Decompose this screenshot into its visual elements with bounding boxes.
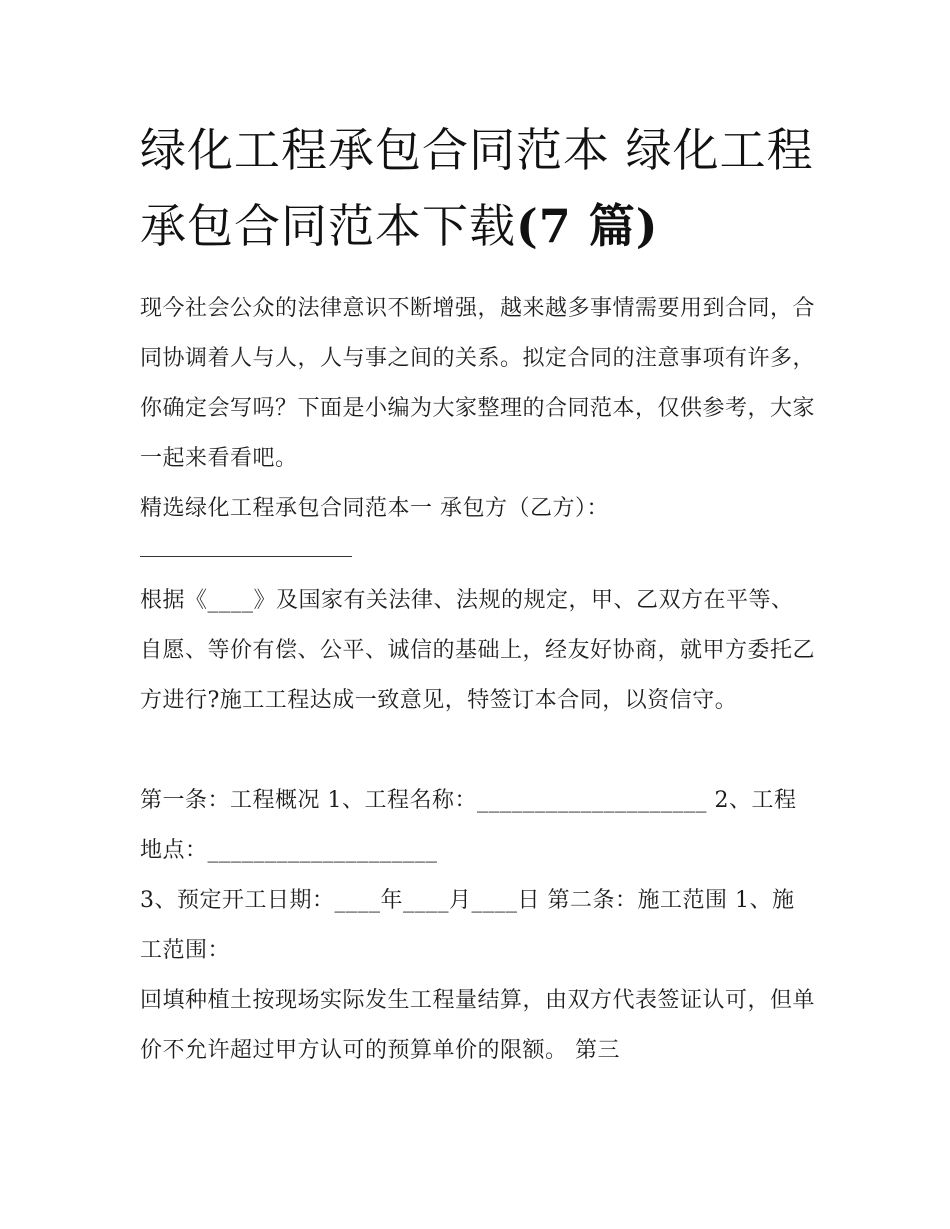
start-date-paragraph: 3、预定开工日期：____年____月____日 第二条：施工范围 1、施工范围： xyxy=(140,888,795,963)
backfill-paragraph: 回填种植土按现场实际发生工程量结算，由双方代表签证认可，但单价不允许超过甲方认可的预算单价的限额。 第三 xyxy=(140,988,816,1063)
title-suffix: (7 篇) xyxy=(516,199,659,253)
preamble-paragraph: 根据《____》及国家有关法律、法规的规定，甲、乙双方在平等、自愿、等价有偿、公平、诚信的基础上，经友好协商，就甲方委托乙方进行?施工工程达成一致意见，特签订本合同，以资信守。 xyxy=(140,588,816,713)
section-one-heading: 精选绿化工程承包合同范本一 承包方（乙方）： xyxy=(140,496,609,521)
title-main: 绿化工程承包合同范本 绿化工程承包合同范本下载 xyxy=(140,123,814,253)
intro-paragraph: 现今社会公众的法律意识不断增强，越来越多事情需要用到合同，合同协调着人与人，人与事之间的关系。拟定合同的注意事项有许多，你确定会写吗？下面是小编为大家整理的合同范本，仅供参考，大家一起来看看吧。 xyxy=(140,296,816,471)
document-title xyxy=(140,112,820,264)
contractor-blank-line xyxy=(140,556,352,557)
article-one-paragraph: 第一条：工程概况 1、工程名称：____________________ 2、工程地点：____________________ xyxy=(140,788,797,863)
